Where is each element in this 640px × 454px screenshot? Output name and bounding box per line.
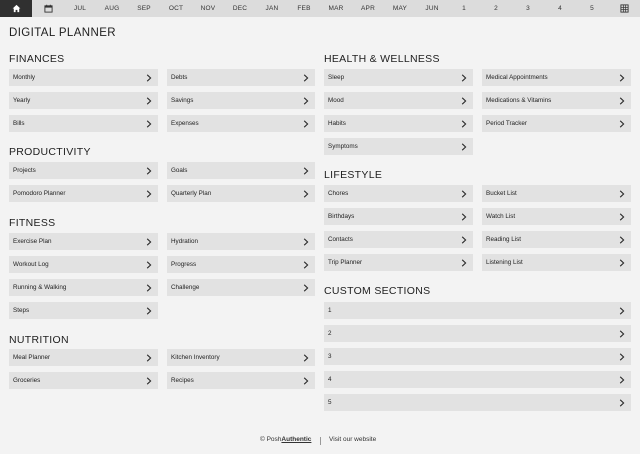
tile-label: Monthly bbox=[13, 74, 36, 81]
footer bbox=[0, 436, 640, 448]
tile-custom-5[interactable] bbox=[324, 394, 631, 411]
tile-finances-expenses[interactable] bbox=[167, 115, 315, 132]
tile-fitness-workout-log[interactable] bbox=[9, 256, 158, 273]
tile-label: Habits bbox=[328, 120, 346, 127]
chevron-right-icon bbox=[144, 189, 153, 198]
tile-label: Exercise Plan bbox=[13, 238, 52, 245]
tile-health-sleep[interactable] bbox=[324, 69, 473, 86]
chevron-right-icon bbox=[144, 237, 153, 246]
nav-number-2[interactable]: 2 bbox=[494, 5, 498, 12]
section-title-health-wellness: HEALTH & WELLNESS bbox=[324, 53, 440, 65]
chevron-right-icon bbox=[144, 283, 153, 292]
nav-month-aug[interactable]: AUG bbox=[104, 5, 120, 12]
section-title-fitness: FITNESS bbox=[9, 217, 56, 229]
tile-custom-4[interactable] bbox=[324, 371, 631, 388]
tile-nutrition-kitchen-inventory[interactable] bbox=[167, 349, 315, 366]
tile-fitness-exercise-plan[interactable] bbox=[9, 233, 158, 250]
chevron-right-icon bbox=[459, 212, 468, 221]
tile-productivity-pomodoro-planner[interactable] bbox=[9, 185, 158, 202]
chevron-right-icon bbox=[617, 96, 626, 105]
tile-label: Period Tracker bbox=[486, 120, 527, 127]
tile-lifestyle-bucket-list[interactable] bbox=[482, 185, 631, 202]
chevron-right-icon bbox=[459, 189, 468, 198]
tile-label: Bills bbox=[13, 120, 25, 127]
chevron-right-icon bbox=[617, 119, 626, 128]
nav-month-jun[interactable]: JUN bbox=[425, 5, 439, 12]
footer-copyright bbox=[260, 436, 311, 443]
tile-label: Yearly bbox=[13, 97, 31, 104]
nav-month-jul[interactable]: JUL bbox=[73, 5, 87, 12]
top-nav bbox=[0, 0, 640, 17]
tile-health-medications-and-vitamins[interactable] bbox=[482, 92, 631, 109]
chevron-right-icon bbox=[459, 142, 468, 151]
footer-website-link[interactable]: Visit our website bbox=[329, 436, 377, 443]
chevron-right-icon bbox=[301, 283, 310, 292]
tile-label: 4 bbox=[328, 376, 332, 383]
tile-health-period-tracker[interactable] bbox=[482, 115, 631, 132]
tile-health-medical-appointments[interactable] bbox=[482, 69, 631, 86]
tile-label: Listening List bbox=[486, 259, 523, 266]
tile-label: Medical Appointments bbox=[486, 74, 548, 81]
tile-label: Bucket List bbox=[486, 190, 517, 197]
chevron-right-icon bbox=[617, 189, 626, 198]
tile-lifestyle-birthdays[interactable] bbox=[324, 208, 473, 225]
tile-label: Goals bbox=[171, 167, 188, 174]
tile-label: Debts bbox=[171, 74, 188, 81]
chevron-right-icon bbox=[617, 375, 626, 384]
tile-lifestyle-chores[interactable] bbox=[324, 185, 473, 202]
nav-month-mar[interactable]: MAR bbox=[328, 5, 344, 12]
tile-health-habits[interactable] bbox=[324, 115, 473, 132]
nav-number-5[interactable]: 5 bbox=[590, 5, 594, 12]
chevron-right-icon bbox=[301, 189, 310, 198]
tile-nutrition-groceries[interactable] bbox=[9, 372, 158, 389]
tile-fitness-hydration[interactable] bbox=[167, 233, 315, 250]
tile-label: Trip Planner bbox=[328, 259, 363, 266]
nav-number-3[interactable]: 3 bbox=[526, 5, 530, 12]
chevron-right-icon bbox=[144, 306, 153, 315]
nav-month-nov[interactable]: NOV bbox=[200, 5, 216, 12]
tile-label: Birthdays bbox=[328, 213, 355, 220]
tile-custom-3[interactable] bbox=[324, 348, 631, 365]
chevron-right-icon bbox=[617, 329, 626, 338]
nav-home-button[interactable] bbox=[0, 0, 32, 17]
tile-label: Contacts bbox=[328, 236, 353, 243]
footer-copyright-prefix: © Posh bbox=[260, 436, 282, 443]
tile-label: Recipes bbox=[171, 377, 194, 384]
chevron-right-icon bbox=[144, 353, 153, 362]
chevron-right-icon bbox=[144, 73, 153, 82]
tile-lifestyle-watch-list[interactable] bbox=[482, 208, 631, 225]
tile-finances-debts[interactable] bbox=[167, 69, 315, 86]
nav-month-dec[interactable]: DEC bbox=[232, 5, 248, 12]
tile-finances-monthly[interactable] bbox=[9, 69, 158, 86]
tile-finances-yearly[interactable] bbox=[9, 92, 158, 109]
tile-nutrition-recipes[interactable] bbox=[167, 372, 315, 389]
chevron-right-icon bbox=[144, 376, 153, 385]
chevron-right-icon bbox=[301, 260, 310, 269]
chevron-right-icon bbox=[301, 353, 310, 362]
chevron-right-icon bbox=[617, 352, 626, 361]
nav-month-jan[interactable]: JAN bbox=[265, 5, 279, 12]
section-title-productivity: PRODUCTIVITY bbox=[9, 146, 91, 158]
footer-divider bbox=[320, 437, 321, 445]
tile-fitness-running-and-walking[interactable] bbox=[9, 279, 158, 296]
chevron-right-icon bbox=[144, 119, 153, 128]
chevron-right-icon bbox=[301, 166, 310, 175]
nav-month-may[interactable]: MAY bbox=[392, 5, 408, 12]
tile-label: Hydration bbox=[171, 238, 198, 245]
chevron-right-icon bbox=[617, 212, 626, 221]
nav-number-4[interactable]: 4 bbox=[558, 5, 562, 12]
tile-label: Quarterly Plan bbox=[171, 190, 212, 197]
grid-icon bbox=[620, 4, 629, 13]
tile-label: Mood bbox=[328, 97, 344, 104]
section-title-nutrition: NUTRITION bbox=[9, 334, 69, 346]
tile-nutrition-meal-planner[interactable] bbox=[9, 349, 158, 366]
tile-lifestyle-trip-planner[interactable] bbox=[324, 254, 473, 271]
nav-month-sep[interactable]: SEP bbox=[137, 5, 151, 12]
chevron-right-icon bbox=[144, 96, 153, 105]
tile-productivity-goals[interactable] bbox=[167, 162, 315, 179]
tile-lifestyle-listening-list[interactable] bbox=[482, 254, 631, 271]
tile-productivity-quarterly-plan[interactable] bbox=[167, 185, 315, 202]
chevron-right-icon bbox=[617, 235, 626, 244]
home-icon bbox=[12, 4, 21, 13]
chevron-right-icon bbox=[459, 119, 468, 128]
tile-label: Meal Planner bbox=[13, 354, 51, 361]
chevron-right-icon bbox=[144, 166, 153, 175]
chevron-right-icon bbox=[617, 73, 626, 82]
chevron-right-icon bbox=[301, 119, 310, 128]
tile-label: Chores bbox=[328, 190, 349, 197]
tile-fitness-progress[interactable] bbox=[167, 256, 315, 273]
tile-health-mood[interactable] bbox=[324, 92, 473, 109]
tile-label: Projects bbox=[13, 167, 36, 174]
tile-lifestyle-reading-list[interactable] bbox=[482, 231, 631, 248]
tile-lifestyle-contacts[interactable] bbox=[324, 231, 473, 248]
chevron-right-icon bbox=[617, 398, 626, 407]
tile-label: Steps bbox=[13, 307, 30, 314]
tile-productivity-projects[interactable] bbox=[9, 162, 158, 179]
page-title: DIGITAL PLANNER bbox=[9, 27, 116, 39]
tile-label: 3 bbox=[328, 353, 332, 360]
tile-custom-1[interactable] bbox=[324, 302, 631, 319]
nav-grid-button[interactable] bbox=[608, 0, 640, 17]
chevron-right-icon bbox=[144, 260, 153, 269]
tile-label: Workout Log bbox=[13, 261, 49, 268]
tile-health-symptoms[interactable] bbox=[324, 138, 473, 155]
section-title-finances: FINANCES bbox=[9, 53, 65, 65]
tile-label: 5 bbox=[328, 399, 332, 406]
tile-label: Challenge bbox=[171, 284, 200, 291]
tile-label: Progress bbox=[171, 261, 197, 268]
chevron-right-icon bbox=[301, 376, 310, 385]
nav-calendar-button[interactable] bbox=[32, 0, 64, 17]
tile-label: Reading List bbox=[486, 236, 522, 243]
nav-month-feb[interactable]: FEB bbox=[297, 5, 311, 12]
tile-label: Running & Walking bbox=[13, 284, 67, 291]
tile-fitness-steps[interactable] bbox=[9, 302, 158, 319]
tile-label: Expenses bbox=[171, 120, 199, 127]
tile-label: Watch List bbox=[486, 213, 516, 220]
chevron-right-icon bbox=[459, 96, 468, 105]
chevron-right-icon bbox=[459, 235, 468, 244]
tile-label: Medications & Vitamins bbox=[486, 97, 552, 104]
tile-finances-savings[interactable] bbox=[167, 92, 315, 109]
tile-fitness-challenge[interactable] bbox=[167, 279, 315, 296]
tile-label: 1 bbox=[328, 307, 332, 314]
tile-label: Savings bbox=[171, 97, 194, 104]
tile-label: Kitchen Inventory bbox=[171, 354, 220, 361]
calendar-icon bbox=[44, 4, 53, 13]
tile-finances-bills[interactable] bbox=[9, 115, 158, 132]
tile-label: Sleep bbox=[328, 74, 345, 81]
chevron-right-icon bbox=[459, 258, 468, 267]
chevron-right-icon bbox=[301, 73, 310, 82]
chevron-right-icon bbox=[459, 73, 468, 82]
tile-label: 2 bbox=[328, 330, 332, 337]
tile-label: Groceries bbox=[13, 377, 41, 384]
chevron-right-icon bbox=[301, 237, 310, 246]
chevron-right-icon bbox=[301, 96, 310, 105]
nav-month-oct[interactable]: OCT bbox=[168, 5, 184, 12]
footer-brand: Authentic bbox=[281, 436, 312, 443]
tile-label: Symptoms bbox=[328, 143, 358, 150]
section-title-custom-sections: CUSTOM SECTIONS bbox=[324, 285, 431, 297]
section-title-lifestyle: LIFESTYLE bbox=[324, 169, 383, 181]
nav-number-1[interactable]: 1 bbox=[462, 5, 466, 12]
tile-custom-2[interactable] bbox=[324, 325, 631, 342]
nav-month-apr[interactable]: APR bbox=[361, 5, 375, 12]
chevron-right-icon bbox=[617, 306, 626, 315]
tile-label: Pomodoro Planner bbox=[13, 190, 66, 197]
chevron-right-icon bbox=[617, 258, 626, 267]
